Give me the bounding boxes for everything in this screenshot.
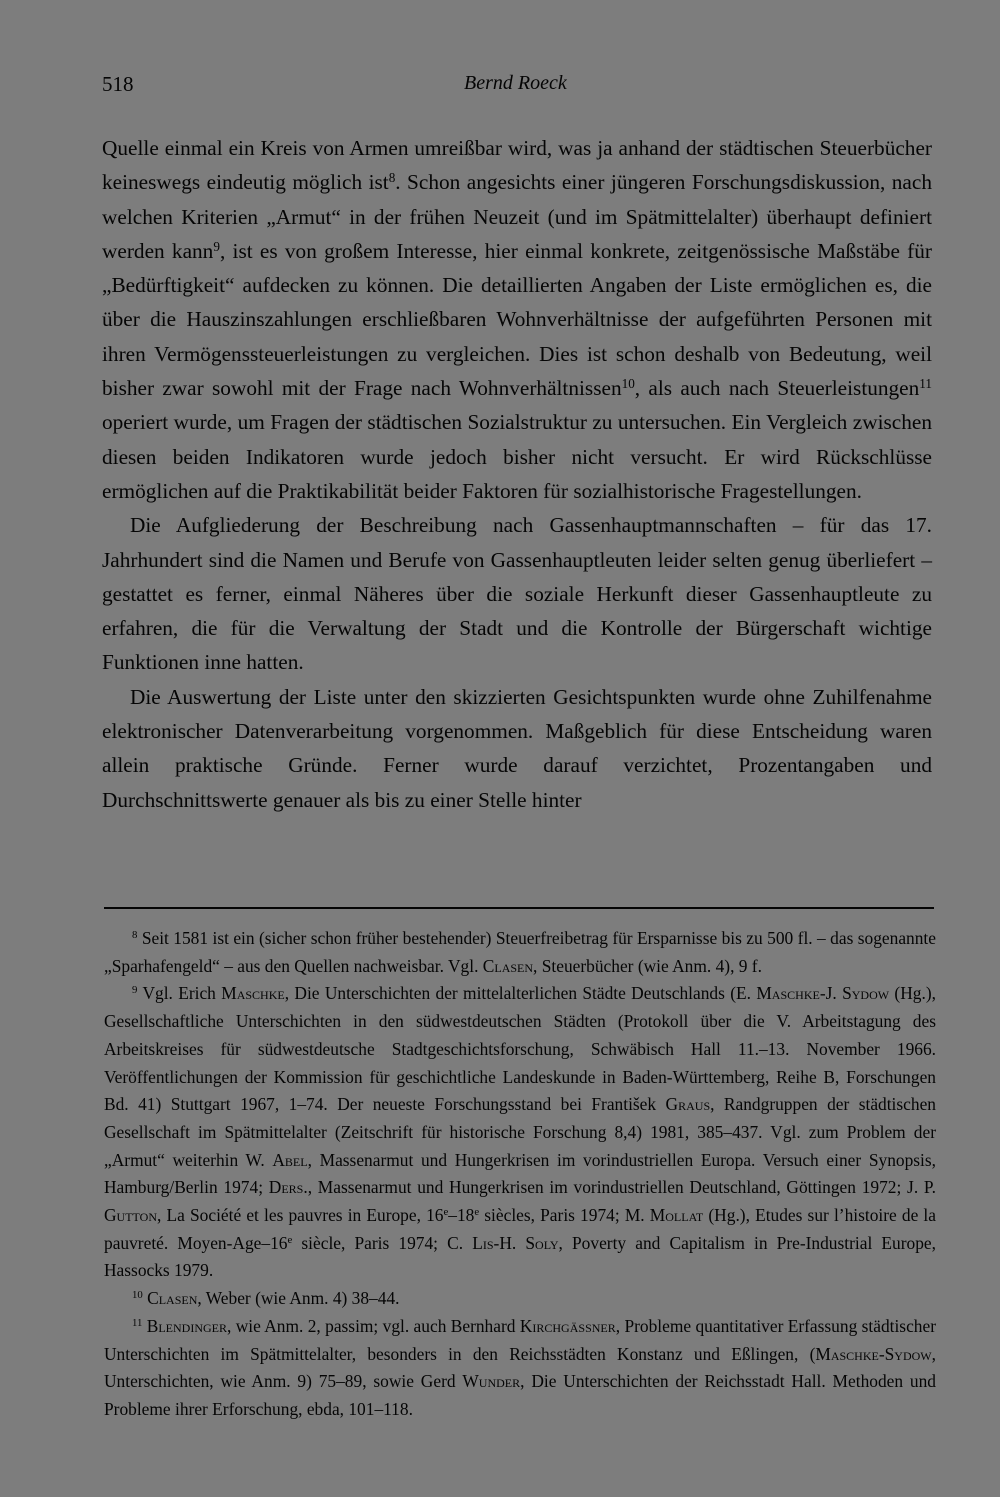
text-run: , als auch nach Steuerleistungen: [634, 376, 920, 401]
footnote: [104, 980, 936, 1285]
footnotes: [104, 925, 936, 1424]
footnote-text: [104, 983, 936, 1280]
author-name: Lis-H. Soly: [472, 1232, 559, 1253]
text-run: (Hg.), Gesellschaftliche Unterschichten in den südwestdeutschen Städten (Protokoll über die V. Arbeitstagung des Arbeitskreises für südwestdeutsche Stadtgeschichtsforschung, Schwäbisch Hall 11.–13. November 1966. Veröffentlichungen der Kommission für geschichtliche Landeskunde in Baden-Württemberg, Reihe B, Forschungen Bd. 41) Stuttgart 1967, 1–74. Der neueste Forschungsstand bei František: [104, 983, 936, 1115]
author-name: Maschke-J. Sydow: [756, 983, 890, 1004]
text-run: siècle, Paris 1974; C.: [292, 1232, 473, 1253]
text-run: –18: [448, 1205, 475, 1226]
text-run: Die Aufgliederung der Beschreibung nach Gassenhauptmannschaften – für das 17. Jahrhundert sind die Namen und Berufe von Gassenhauptleuten leider selten genug überliefert – gestattet es ferner, einmal Näheres über die soziale Herkunft dieser Gassenhauptleute zu erfahren, die für die Verwaltung der Stadt und die Kontrolle der Bürgerschaft wichtige Funktionen inne hatten.: [102, 513, 932, 675]
text-run: , Steuerbücher (wie Anm. 4), 9 f.: [533, 955, 762, 976]
main-text: [102, 131, 932, 817]
footnote-number: 10: [132, 1289, 143, 1302]
text-run: siècles, Paris 1974; M.: [479, 1205, 650, 1226]
author-name: Clasen: [482, 955, 534, 976]
text-run: , Weber (wie Anm. 4) 38–44.: [197, 1288, 400, 1309]
author-name: Graus: [665, 1094, 711, 1115]
note-ref: e: [443, 1206, 449, 1219]
text-run: , Massenarmut und Hungerkrisen im vorindustriellen Europa. Versuch einer Synopsis, Hamburg/Berlin 1974;: [104, 1149, 936, 1198]
text-run: , La Société et les pauvres in Europe, 16: [157, 1205, 444, 1226]
footnote: [104, 925, 936, 980]
author-name: Ders.: [268, 1177, 308, 1198]
author-name: Wunder: [462, 1371, 521, 1392]
author-name: Clasen: [147, 1288, 198, 1309]
author-name: Abel: [272, 1149, 308, 1170]
footnote-text: [147, 1288, 399, 1308]
text-run: , Randgruppen der städtischen Gesellschaft im Spätmittelalter (Zeitschrift für historische Forschung 8,4) 1981, 385–437. Vgl. zum Problem der „Armut“ weiterhin W.: [104, 1094, 936, 1170]
author-name: Kirchgässner: [519, 1315, 616, 1336]
footnote: [104, 1285, 936, 1313]
running-head: Bernd Roeck: [464, 72, 567, 94]
page-number: 518: [102, 72, 134, 96]
note-ref: 11: [919, 375, 932, 391]
footnote-number: 11: [132, 1316, 143, 1329]
text-run: Seit 1581 ist ein (sicher schon früher bestehender) Steuerfreibetrag für Ersparnisse bis zu 500 fl. – das sogenannte „Sparhafengeld“ – aus den Quellen nachweisbar. Vgl.: [104, 928, 936, 976]
note-ref: 9: [213, 238, 220, 254]
paragraph: [102, 680, 932, 817]
text-run: , Probleme quantitativer Erfassung städtischer Unterschichten im Spätmittelalter, besonders in den Reichsstädten Konstanz und Eßlingen, (: [104, 1315, 936, 1364]
text-run: , Massenarmut und Hungerkrisen im vorindustriellen Deutschland, Göttingen 1972; J. P.: [307, 1177, 936, 1198]
note-ref: 10: [621, 375, 635, 391]
footnote-number: 9: [132, 984, 138, 997]
text-run: Die Auswertung der Liste unter den skizzierten Gesichtspunkten wurde ohne Zuhilfenahme elektronischer Datenverarbeitung vorgenommen. Maßgeblich für diese Entscheidung waren allein praktische Gründe. Ferner wurde darauf verzichtet, Prozentangaben und Durchschnittswerte genauer als bis zu einer Stelle hinter: [102, 684, 932, 812]
text-run: (Hg.), Etudes sur l’histoire de la pauvreté. Moyen-Age–16: [104, 1205, 936, 1253]
author-name: Maschke: [221, 983, 285, 1004]
paragraph: [102, 131, 932, 508]
text-run: , ist es von großem Interesse, hier einmal konkrete, zeitgenössische Maßstäbe für „Bedürftigkeit“ aufdecken zu können. Die detaillierten Angaben der Liste ermöglichen es, die über die Hauszinszahlungen erschließbaren Wohnverhältnisse der aufgeführten Personen mit ihren Vermögenssteuerleistungen zu vergleichen. Dies ist schon deshalb von Bedeutung, weil bisher zwar sowohl mit der Frage nach Wohnverhältnissen: [102, 238, 932, 401]
footnote-number: 8: [132, 929, 138, 942]
note-ref: e: [287, 1233, 293, 1246]
text-run: operiert wurde, um Fragen der städtischen Sozialstruktur zu untersuchen. Ein Vergleich zwischen diesen beiden Indikatoren wurde jedoch bisher nicht versucht. Er wird Rückschlüsse ermöglichen auf die Praktikabilität beider Faktoren für sozialhistorische Fragestellungen.: [102, 410, 932, 503]
paragraph: [102, 508, 932, 679]
note-ref: e: [474, 1206, 480, 1219]
footnote-text: [104, 928, 936, 976]
text-run: . Schon angesichts einer jüngeren Forschungsdiskussion, nach welchen Kriterien „Armut“ in der frühen Neuzeit (und im Spätmittelalter) überhaupt definiert werden kann: [102, 170, 932, 263]
page-header: [102, 72, 932, 102]
text-run: , Unterschichten, wie Anm. 9) 75–89, sowie Gerd: [104, 1343, 936, 1392]
footnote-rule: [104, 907, 934, 909]
text-run: , Poverty and Capitalism in Pre-Industrial Europe, Hassocks 1979.: [104, 1232, 936, 1281]
footnote-text: [104, 1316, 936, 1419]
author-name: Blendinger: [146, 1315, 228, 1336]
text-run: Quelle einmal ein Kreis von Armen umreißbar wird, was ja anhand der städtischen Steuerbücher keineswegs eindeutig möglich ist: [102, 136, 932, 195]
author-name: Mollat: [649, 1205, 704, 1226]
author-name: Gutton: [104, 1205, 158, 1226]
text-run: , Die Unterschichten der mittelalterlichen Städte Deutschlands (E.: [284, 983, 757, 1004]
text-run: , Die Unterschichten der Reichsstadt Hall. Methoden und Probleme ihrer Erforschung, ebda, 101–118.: [104, 1371, 936, 1419]
author-name: Maschke-Sydow: [815, 1343, 932, 1364]
text-run: Vgl. Erich: [142, 983, 222, 1004]
note-ref: 8: [388, 170, 396, 186]
footnote: [104, 1313, 936, 1424]
text-run: , wie Anm. 2, passim; vgl. auch Bernhard: [227, 1315, 520, 1336]
